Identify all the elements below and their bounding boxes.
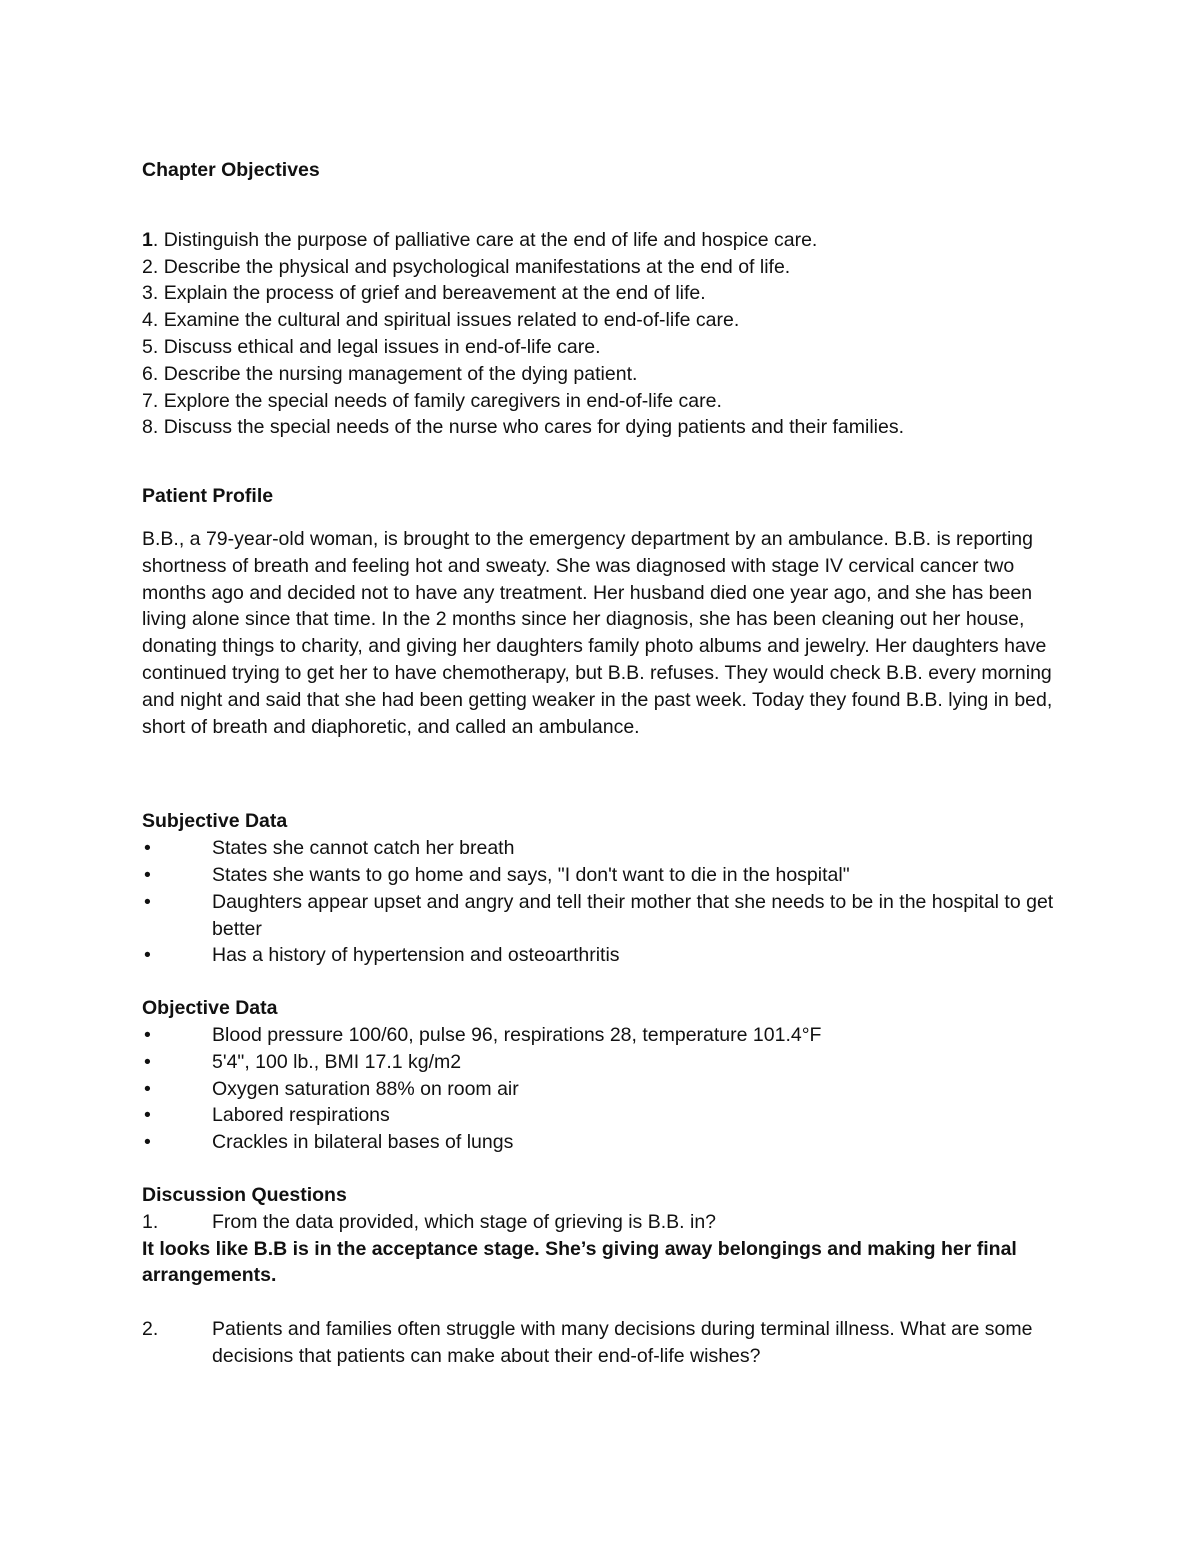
list-item-text: Blood pressure 100/60, pulse 96, respirations 28, temperature 101.4°F: [212, 1023, 822, 1046]
list-item-text: States she wants to go home and says, "I don't want to die in the hospital": [212, 863, 850, 886]
objective-item: [142, 388, 1072, 415]
objective-number: 1: [142, 228, 153, 251]
patient-profile-text: B.B., a 79-year-old woman, is brought to the emergency department by an ambulance. B.B. is reporting shortness of breath and feeling hot and sweaty. She was diagnosed with stage IV cervical cancer two months ago and decided not to have any treatment. Her husband died one year ago, and she has been living alone since that time. In the 2 months since her diagnosis, she has been cleaning out her house, donating things to charity, and giving her daughters family photo albums and jewelry. Her daughters have continued trying to get her to have chemotherapy, but B.B. refuses. They would check B.B. every morning and night and said that she had been getting weaker in the past week. Today they found B.B. lying in bed, short of breath and diaphoretic, and called an ambulance.: [142, 527, 1053, 738]
bullet-marker: •: [144, 944, 151, 967]
objective-item: [142, 361, 1072, 388]
subjective-data-list: [142, 835, 1072, 969]
objective-number: 2: [142, 255, 153, 278]
objective-text: . Discuss ethical and legal issues in end-of-life care.: [152, 335, 601, 358]
objective-item: [142, 334, 1072, 361]
list-item: [142, 1022, 1072, 1049]
objective-item: [142, 280, 1072, 307]
objective-number: 7: [142, 389, 153, 412]
objective-number: 8: [142, 416, 153, 439]
objective-number: 4: [142, 309, 153, 332]
list-item: [142, 835, 1072, 862]
list-item-text: Has a history of hypertension and osteoarthritis: [212, 944, 620, 967]
objective-number: 6: [142, 362, 153, 385]
list-item: [142, 1102, 1072, 1129]
bullet-marker: •: [144, 1104, 151, 1127]
list-item-text: Daughters appear upset and angry and tell their mother that she needs to be in the hospital to get better: [212, 890, 1054, 940]
list-item-text: Oxygen saturation 88% on room air: [212, 1077, 519, 1100]
objective-text: . Explore the special needs of family caregivers in end-of-life care.: [152, 389, 722, 412]
bullet-marker: •: [144, 863, 151, 886]
question-1: [142, 1209, 1072, 1236]
objective-text: . Distinguish the purpose of palliative care at the end of life and hospice care.: [152, 228, 818, 251]
bullet-marker: •: [144, 1077, 151, 1100]
objectives-list: [142, 227, 1072, 441]
subjective-data-heading: Subjective Data: [142, 810, 288, 833]
objective-text: . Describe the nursing management of the dying patient.: [152, 362, 638, 385]
objective-item: [142, 307, 1072, 334]
objective-text: . Examine the cultural and spiritual issues related to end-of-life care.: [152, 309, 740, 332]
objective-text: . Describe the physical and psychological manifestations at the end of life.: [152, 255, 791, 278]
objective-item: [142, 227, 1072, 254]
bullet-marker: •: [144, 837, 151, 860]
list-item: [142, 942, 1072, 969]
question-text: Patients and families often struggle with many decisions during terminal illness. What are some decisions that patients can make about their end-of-life wishes?: [212, 1318, 1033, 1367]
objective-text: . Discuss the special needs of the nurse who cares for dying patients and their families.: [152, 416, 904, 439]
list-item: [142, 862, 1072, 889]
chapter-objectives-heading: Chapter Objectives: [142, 159, 320, 181]
list-item-text: 5'4", 100 lb., BMI 17.1 kg/m2: [212, 1050, 462, 1073]
objective-item: [142, 254, 1072, 281]
list-item-text: Labored respirations: [212, 1104, 390, 1127]
objective-item: [142, 414, 1072, 441]
bullet-marker: •: [144, 1050, 151, 1073]
objective-data-heading: Objective Data: [142, 997, 278, 1020]
question-number: 1.: [142, 1210, 159, 1233]
list-item: [142, 1049, 1072, 1076]
objective-data-list: [142, 1022, 1072, 1156]
objective-number: 5: [142, 335, 153, 358]
list-item-text: States she cannot catch her breath: [212, 837, 515, 860]
list-item: [142, 1076, 1072, 1103]
question-text: From the data provided, which stage of grieving is B.B. in?: [212, 1210, 717, 1233]
bullet-marker: •: [144, 1023, 151, 1046]
objective-number: 3: [142, 282, 153, 305]
bullet-marker: •: [144, 1131, 151, 1154]
bullet-marker: •: [144, 890, 151, 913]
document-page: [142, 157, 1072, 1370]
objective-text: . Explain the process of grief and bereavement at the end of life.: [152, 282, 706, 305]
patient-profile-heading: Patient Profile: [142, 485, 274, 508]
list-item: [142, 889, 1072, 943]
question-2: [142, 1316, 1072, 1370]
question-number: 2.: [142, 1318, 159, 1341]
list-item: [142, 1129, 1072, 1156]
discussion-questions-heading: Discussion Questions: [142, 1183, 347, 1206]
list-item-text: Crackles in bilateral bases of lungs: [212, 1131, 514, 1154]
answer-1: It looks like B.B is in the acceptance stage. She’s giving away belongings and making her final arrangements.: [142, 1237, 1017, 1287]
